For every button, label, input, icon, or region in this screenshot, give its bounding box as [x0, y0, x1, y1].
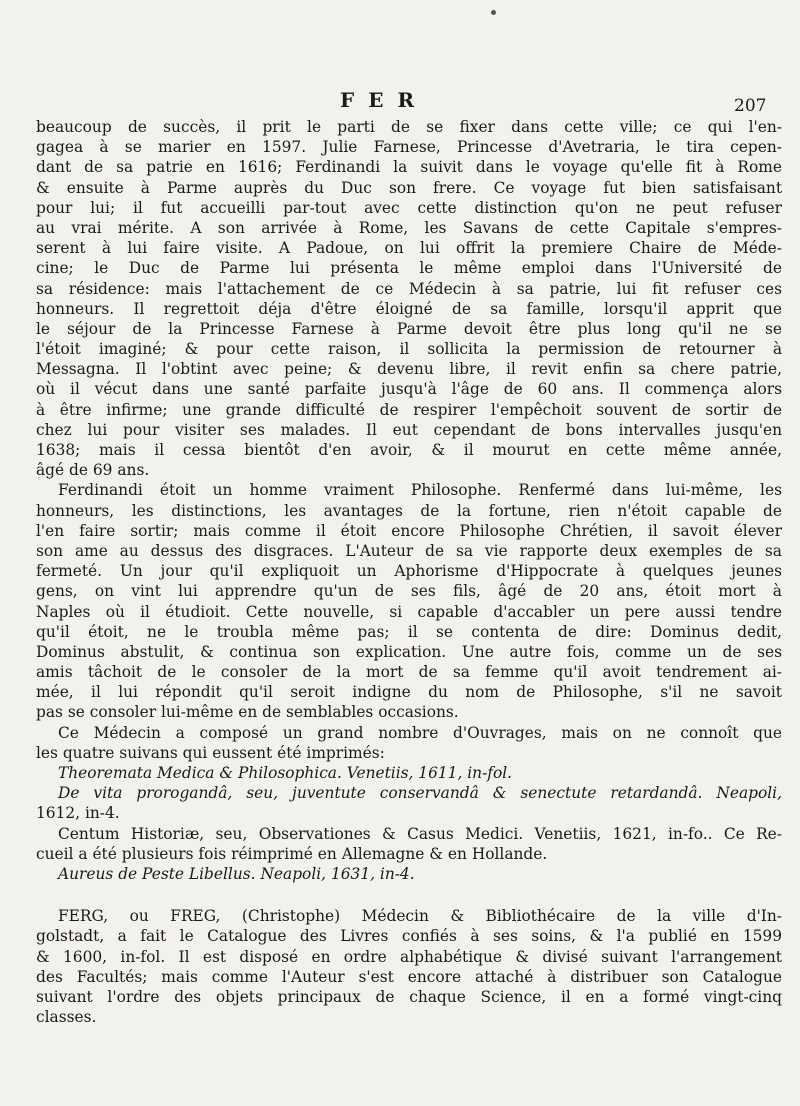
bibliography-entry: De vita prorogandâ, seu, juventute conservandâ & senectute retardandâ. Neapoli,: [58, 784, 782, 803]
page-number: 207: [734, 96, 767, 116]
bibliography-entry: Centum Historiæ, seu, Observationes & Casus Medici. Venetiis, 1621, in-fo.. Ce Re-: [58, 824, 782, 843]
text-line: son ame au dessus des disgraces. L'Auteur de sa vie rapporte deux exemples de sa: [36, 541, 782, 560]
text-line: gens, on vint lui apprendre qu'un de ses fils, âgé de 20 ans, étoit mort à: [36, 582, 782, 601]
text-line: Messagna. Il l'obtint avec peine; & devenu libre, il revit enfin sa chere patrie,: [36, 360, 782, 379]
text-line: cine; le Duc de Parme lui présenta le même emploi dans l'Université de: [36, 259, 782, 278]
text-line: Naples où il étudioit. Cette nouvelle, si capable d'accabler un pere aussi tendre: [36, 602, 782, 621]
bibliography-entry-continued: cueil a été plusieurs fois réimprimé en Allemagne & en Hollande.: [36, 844, 548, 863]
text-line: honneurs, les distinctions, les avantages de la fortune, rien n'étoit capable de: [36, 501, 782, 520]
text-line: pour lui; il fut accueilli par-tout avec cette distinction qu'on ne peut refuser: [36, 198, 782, 217]
text-line: l'étoit imaginé; & pour cette raison, il sollicita la permission de retourner à: [36, 340, 782, 359]
bibliography-list: [36, 763, 782, 884]
text-line: beaucoup de succès, il prit le parti de se fixer dans cette ville; ce qui l'en-: [36, 118, 782, 136]
text-line: qu'il étoit, ne le troubla même pas; il se contenta de dire: Dominus dedit,: [36, 622, 782, 641]
text-line: des Facultés; mais comme l'Auteur s'est encore attaché à distribuer son Catalogue: [36, 967, 782, 986]
text-body: [36, 117, 782, 1027]
text-line: golstadt, a fait le Catalogue des Livres confiés à ses soins, & l'a publié en 1599: [36, 927, 782, 946]
text-line: mée, il lui répondit qu'il seroit indigne du nom de Philosophe, s'il ne savoit: [36, 683, 782, 702]
text-line: où il vécut dans une santé parfaite jusqu'à l'âge de 60 ans. Il commença alors: [36, 380, 782, 399]
entry-separator: [36, 884, 782, 906]
text-line: & 1600, in-fol. Il est disposé en ordre alphabétique & divisé suivant l'arrangement: [36, 947, 782, 966]
entry-ferg: [36, 906, 782, 1027]
text-line: honneurs. Il regrettoit déja d'être éloigné de sa famille, lorsqu'il apprit que: [36, 299, 782, 318]
bibliography-entry-continued: 1612, in-4.: [36, 804, 120, 823]
text-line: au vrai mérite. A son arrivée à Rome, les Savans de cette Capitale s'empres-: [36, 218, 782, 237]
text-line: classes.: [36, 1008, 97, 1027]
text-line: fermeté. Un jour qu'il expliquoit un Aphorisme d'Hippocrate à quelques jeunes: [36, 562, 782, 581]
text-line: les quatre suivans qui eussent été imprimés:: [36, 743, 385, 762]
bibliography-entry: Theoremata Medica & Philosophica. Venetiis, 1611, in-fol.: [58, 764, 513, 782]
text-line: Dominus abstulit, & continua son explication. Une autre fois, comme un de ses: [36, 642, 782, 661]
paragraph-ouvrages: [36, 723, 782, 763]
bibliography-entry: Aureus de Peste Libellus. Neapoli, 1631, in-4.: [58, 864, 415, 883]
text-line: & ensuite à Parme auprès du Duc son frere. Ce voyage fut bien satisfaisant: [36, 178, 782, 197]
running-head: FER: [340, 88, 429, 112]
text-line: serent à lui faire visite. A Padoue, on lui offrit la premiere Chaire de Méde-: [36, 239, 782, 258]
text-line: gagea à se marier en 1597. Julie Farnese, Princesse d'Avetraria, le tira cepen-: [36, 138, 782, 157]
text-line: amis tâchoit de le consoler de la mort de sa femme qu'il avoit tendrement ai-: [36, 663, 782, 682]
text-line: l'en faire sortir; mais comme il étoit encore Philosophe Chrétien, il savoit élever: [36, 521, 782, 540]
paragraph-philosophe: [36, 480, 782, 722]
ink-speck: [491, 10, 496, 15]
text-line: chez lui pour visiter ses malades. Il eut cependant de bons intervalles jusqu'en: [36, 420, 782, 439]
text-line: dant de sa patrie en 1616; Ferdinandi la suivit dans le voyage qu'elle fit à Rome: [36, 158, 782, 177]
text-line: 1638; mais il cessa bientôt d'en avoir, & il mourut en cette même année,: [36, 441, 782, 459]
text-line: à être infirme; une grande difficulté de respirer l'empêchoit souvent de sortir de: [36, 400, 782, 419]
text-line: Ce Médecin a composé un grand nombre d'Ouvrages, mais on ne connoît que: [58, 723, 782, 742]
text-line: sa résidence: mais l'attachement de ce Médecin à sa patrie, lui fit refuser ces: [36, 279, 782, 298]
text-line: suivant l'ordre des objets principaux de chaque Science, il en a formé vingt-cinq: [36, 987, 782, 1006]
text-line: FERG, ou FREG, (Christophe) Médecin & Bibliothécaire de la ville d'In-: [58, 907, 782, 926]
text-line: âgé de 69 ans.: [36, 461, 150, 480]
text-line: pas se consoler lui-même en de semblables occasions.: [36, 703, 459, 722]
paragraph-ferdinandi-life: [36, 117, 782, 480]
text-line: le séjour de la Princesse Farnese à Parme devoit être plus long qu'il ne se: [36, 319, 782, 338]
text-line: Ferdinandi étoit un homme vraiment Philosophe. Renfermé dans lui-même, les: [58, 481, 782, 500]
